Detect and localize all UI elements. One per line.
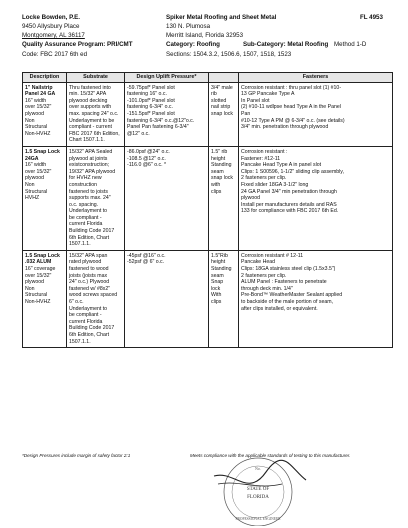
seal-state-of: STATE OF xyxy=(246,487,270,492)
cell-pressure-line: -86.0psf @24" o.c. xyxy=(127,148,170,155)
cell-description-line: plywood xyxy=(25,175,45,182)
fl-number: FL 4953 xyxy=(360,14,383,21)
column-header-clip xyxy=(209,73,239,83)
cell-fasteners-line: Corrosion resistant : xyxy=(241,148,288,155)
row-title: 1.5 Snap Lock 24GA xyxy=(25,148,60,162)
cell-description-line: over 15/32" xyxy=(25,104,52,111)
method: Method 1-D xyxy=(334,41,367,48)
cell-substrate-line: Underlayment to xyxy=(69,305,108,312)
cell-description-line: Non-HVHZ xyxy=(25,130,51,137)
cell-fasteners-line: Corrosion resistant : thru panel slot (1) #10- xyxy=(241,84,342,91)
product-table xyxy=(22,72,393,348)
cell-clip-line: 3/4" male xyxy=(211,84,233,91)
cell-clip xyxy=(209,146,239,250)
table-row xyxy=(23,146,393,250)
cell-description-line: plywood xyxy=(25,110,45,117)
cell-fasteners-line: after clips installed, or equivalent. xyxy=(241,305,318,312)
code-edition: Code: FBC 2017 6th ed xyxy=(22,51,88,58)
row-title: 1.5 Snap Lock .032 ALUM xyxy=(25,252,60,266)
cell-clip-line: 1.5"Rib xyxy=(211,252,228,259)
cell-clip-line: 1.5" rib xyxy=(211,148,228,155)
cell-description-line: Non xyxy=(25,117,35,124)
cell-clip-line: nail strip xyxy=(211,104,231,111)
cell-fasteners-line: Pan xyxy=(241,110,251,117)
category: Category: Roofing xyxy=(166,41,220,48)
cell-pressure-line: -59.75psf* Panel slot xyxy=(127,84,175,91)
cell-clip-line: height xyxy=(211,259,226,266)
compliance-note: Meets compliance with the applicable standards of testing to this manufacturer. xyxy=(190,453,351,458)
cell-clip-line: clips xyxy=(211,188,222,195)
cell-substrate-line: be compliant - xyxy=(69,214,102,221)
sections: Sections: 1504.3.2, 1506.6, 1507, 1518, 1523 xyxy=(166,51,292,58)
cell-fasteners-line: Corrosion resistant # 12-11 xyxy=(241,252,304,259)
client-address-line1: 130 N. Plumosa xyxy=(166,23,211,30)
cell-fasteners-line: Install per manufacturers details and RAS xyxy=(241,201,337,208)
cell-fasteners-line: Clips: 1 S00596, 1-1/2" sliding clip assembly, xyxy=(241,168,344,175)
cell-description-line: over 15/32" xyxy=(25,168,52,175)
table-header-row xyxy=(23,73,393,83)
cell-substrate-line: FBC 2017 6th Edition, xyxy=(69,130,120,137)
client-address-line2: Merritt Island, Florida 32953 xyxy=(166,32,244,39)
column-header-description: Description xyxy=(23,73,67,83)
cell-description xyxy=(23,146,67,250)
cell-fasteners-line: 133 for compliance with FBC 2017 6th Ed. xyxy=(241,208,339,215)
cell-substrate-line: Building Code 2017 xyxy=(69,228,115,235)
column-header-substrate: Substrate xyxy=(67,73,125,83)
column-header-pressure: Design Uplift Pressure* xyxy=(125,73,209,83)
cell-pressure-line: -108.5 @12" o.c. xyxy=(127,155,166,162)
cell-substrate xyxy=(67,146,125,250)
cell-substrate xyxy=(67,82,125,146)
cell-substrate-line: current Florida xyxy=(69,221,103,228)
cell-substrate-line: wood screws spaced xyxy=(69,292,118,299)
engineer-address-line1: 9450 Allysbury Place xyxy=(22,23,80,30)
column-header-fasteners: Fasteners xyxy=(239,73,393,83)
cell-clip-line: with xyxy=(211,181,221,188)
cell-clip-line: With xyxy=(211,292,222,299)
cell-fasteners-line: Pre-Bond™ WeatherMaster Sealant applied xyxy=(241,292,343,299)
cell-fasteners-line: plywood xyxy=(241,195,261,202)
cell-substrate-line: for HVHZ new xyxy=(69,175,102,182)
cell-substrate-line: o.c. spacing. xyxy=(69,201,99,208)
seal-number: No. xyxy=(255,466,261,471)
design-pressure-note: *Design Pressures include margin of safety factor 2:1 xyxy=(22,453,131,458)
cell-substrate-line: 6th Edition, Chart xyxy=(69,234,110,241)
cell-pressure-line: -52psf @ 6" o.c. xyxy=(127,259,165,266)
cell-pressure xyxy=(125,250,209,347)
cell-clip-line: Standing xyxy=(211,162,232,169)
engineer-address-line2: Montgomery, AL 36117 xyxy=(22,32,85,39)
cell-substrate-line: min. 15/32" APA xyxy=(69,91,107,98)
cell-description-line: 16" width xyxy=(25,162,47,169)
cell-substrate-line: Thru fastened into xyxy=(69,84,111,91)
cell-substrate-line: Chart 1507.1.1. xyxy=(69,137,105,144)
cell-clip xyxy=(209,250,239,347)
cell-substrate-line: 24" o.c.) Plywood xyxy=(69,279,110,286)
cell-substrate-line: 15/32" APA Sealed xyxy=(69,148,113,155)
cell-clip-line: Standing xyxy=(211,266,232,273)
table-row xyxy=(23,82,393,146)
cell-substrate-line: plywood decking xyxy=(69,97,108,104)
cell-pressure-line: fastening 6-3/4" o.c. xyxy=(127,104,173,111)
cell-fasteners-line: Fastener: #12-11 xyxy=(241,155,281,162)
cell-substrate-line: supports max. 24" xyxy=(69,195,111,202)
cell-description-line: Structural xyxy=(25,188,48,195)
cell-clip-line: clips xyxy=(211,299,222,305)
cell-pressure-line: fastening 16" o.c. xyxy=(127,91,167,98)
cell-fasteners-line: Pancake Head xyxy=(241,259,276,266)
cell-substrate-line: fastened to wood xyxy=(69,266,109,273)
cell-description-line: Structural xyxy=(25,124,48,131)
cell-substrate-line: 6" o.c. xyxy=(69,299,84,305)
cell-description-line: 16" width xyxy=(25,97,47,104)
cell-fasteners-line: (2) #10-11 wdlpse head Type A in the Panel xyxy=(241,104,341,111)
cell-substrate-line: rated plywood xyxy=(69,259,102,266)
cell-pressure-line: fastening 6-3/4" o.c.@12"o.c. xyxy=(127,117,195,124)
cell-pressure-line: Panel Pan fastening 6-3/4" xyxy=(127,124,189,131)
cell-description-line: HVHZ xyxy=(25,195,40,202)
cell-substrate-line: max. spacing 24" o.c. xyxy=(69,110,119,117)
cell-substrate-line: current Florida xyxy=(69,318,103,325)
cell-substrate-line: over supports with xyxy=(69,104,112,111)
cell-clip xyxy=(209,82,239,146)
cell-substrate-line: existconstruction; xyxy=(69,162,110,169)
cell-substrate-line: compliant - current xyxy=(69,124,112,131)
cell-fasteners-line: #10-12 Type A PM @ 6-3/4" o.c. (see details) xyxy=(241,117,345,124)
cell-fasteners-line: Pancake Head Type A in panel slot xyxy=(241,162,322,169)
cell-fasteners-line: Clips: 18GA stainless steel clip (1.5x3.5") xyxy=(241,266,336,273)
cell-description-line: Non xyxy=(25,285,35,292)
cell-pressure xyxy=(125,146,209,250)
cell-substrate-line: fastened to joists xyxy=(69,188,108,195)
cell-fasteners-line: 13 GP Pancake Type A xyxy=(241,91,295,98)
table-row xyxy=(23,250,393,347)
cell-substrate-line: 6th Edition, Chart xyxy=(69,331,110,338)
cell-substrate-line: Underlayment to xyxy=(69,208,108,215)
cell-description-line: plywood xyxy=(25,279,45,286)
cell-pressure-line: -151.5psf* Panel slot xyxy=(127,110,175,117)
cell-description-line: Non-HVHZ xyxy=(25,299,51,305)
cell-clip-line: Snap xyxy=(211,279,224,286)
cell-substrate-line: 15/32" APA span xyxy=(69,252,108,259)
cell-substrate-line: 1507.1.1. xyxy=(69,338,91,345)
cell-clip-line: snap lock xyxy=(211,175,233,182)
cell-substrate xyxy=(67,250,125,347)
subcategory: Sub-Category: Metal Roofing xyxy=(243,41,329,48)
cell-fasteners-line: through deck min. 1/4" xyxy=(241,285,293,292)
cell-substrate-line: Building Code 2017 xyxy=(69,325,115,332)
cell-pressure-line: @12" o.c. xyxy=(127,130,150,137)
cell-clip-line: slotted xyxy=(211,97,227,104)
cell-substrate-line: 1507.1.1. xyxy=(69,241,91,248)
cell-substrate-line: construction xyxy=(69,181,97,188)
cell-description-line: Structural xyxy=(25,292,48,299)
cell-description-line: Non xyxy=(25,181,35,188)
quality-assurance: Quality Assurance Program: PRI/CMT xyxy=(22,41,133,48)
cell-fasteners xyxy=(239,250,393,347)
cell-description-line: over 15/32" xyxy=(25,272,52,279)
client-name: Spiker Metal Roofing and Sheet Metal xyxy=(166,14,277,21)
cell-fasteners xyxy=(239,82,393,146)
cell-fasteners-line: 3/4" min. penetration through plywood xyxy=(241,124,329,131)
cell-clip-line: snap lock xyxy=(211,110,233,117)
cell-fasteners-line: ALUM Panel : Fasteners to penetrate xyxy=(241,279,327,286)
cell-pressure-line: -45psf @16" o.c. xyxy=(127,252,166,259)
cell-substrate-line: fastened w/ #8x2" xyxy=(69,285,111,292)
cell-description-line: 16" coverage xyxy=(25,266,56,273)
cell-substrate-line: Underlayment to be xyxy=(69,117,115,124)
engineer-name: Locke Bowden, P.E. xyxy=(22,14,80,21)
cell-fasteners-line: 24 GA Panel 3/4" min penetration through xyxy=(241,188,337,195)
cell-clip-line: rib xyxy=(211,91,217,98)
cell-description xyxy=(23,250,67,347)
cell-substrate-line: be compliant - xyxy=(69,312,102,319)
cell-fasteners-line: Fixed slider 18GA 3-1/2" long xyxy=(241,181,309,188)
cell-fasteners-line: 2 fasteners per clip. xyxy=(241,272,287,279)
cell-clip-line: height xyxy=(211,155,226,162)
cell-description xyxy=(23,82,67,146)
engineer-seal xyxy=(196,440,326,526)
row-title: 1" Nailstrip Panel 24 GA xyxy=(25,84,56,98)
cell-substrate-line: plywood at joints xyxy=(69,155,108,162)
cell-substrate-line: 19/32" APA plywood xyxy=(69,168,116,175)
cell-fasteners-line: 2 fasteners per clip. xyxy=(241,175,287,182)
cell-fasteners-line: In Panel slot xyxy=(241,97,270,104)
cell-clip-line: lock xyxy=(211,285,221,292)
cell-clip-line: seam xyxy=(211,272,224,279)
cell-pressure xyxy=(125,82,209,146)
cell-pressure-line: -101.0psf* Panel slot xyxy=(127,97,175,104)
cell-fasteners-line: to backside of the male portion of seam, xyxy=(241,299,333,305)
cell-pressure-line: -116.0 @6" o.c. * xyxy=(127,162,167,169)
cell-clip-line: seam xyxy=(211,168,224,175)
seal-florida: FLORIDA xyxy=(247,495,269,500)
signature-stroke xyxy=(214,460,306,483)
seal-professional-engineer: PROFESSIONAL ENGINEER xyxy=(235,517,281,521)
cell-substrate-line: joists (joists max xyxy=(69,272,108,279)
cell-fasteners xyxy=(239,146,393,250)
